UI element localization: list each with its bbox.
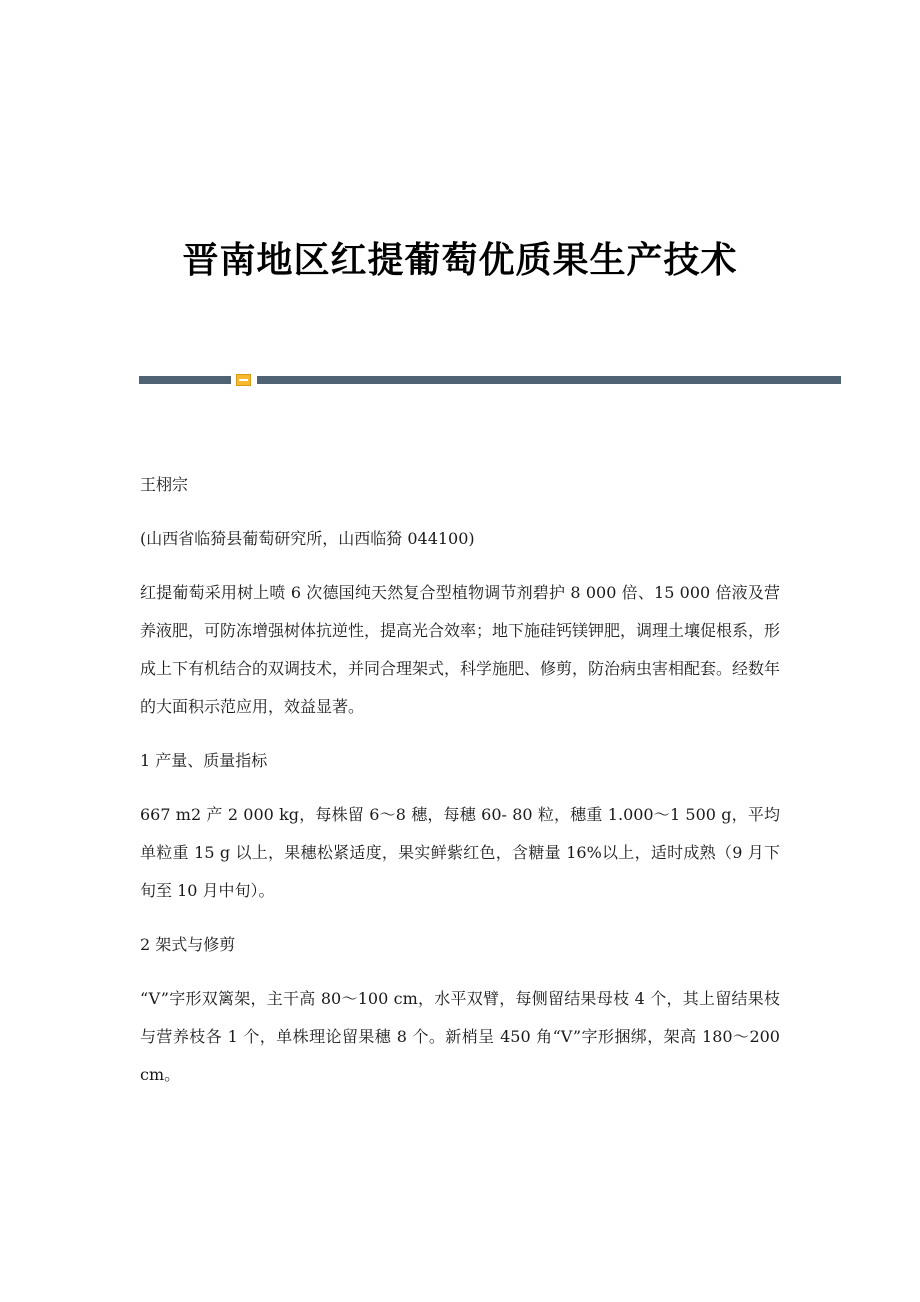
author-line: 王栩宗 — [140, 475, 189, 494]
affiliation-line: (山西省临猗县葡萄研究所，山西临猗 044100) — [140, 529, 475, 548]
abstract-paragraph: 红提葡萄采用树上喷 6 次德国纯天然复合型植物调节剂碧护 8 000 倍、15 000 倍液及营养液肥，可防冻增强树体抗逆性，提高光合效率；地下施硅钙镁钾肥，调理土壤促根系，形成上下有机结合的双调技术，并同合理架式，科学施肥、修剪，防治病虫害相配套。经数年的大面积示范应用，效益显著。 — [140, 583, 781, 716]
divider-bar-right — [257, 376, 841, 384]
divider-badge-icon — [236, 374, 251, 386]
title-divider — [139, 374, 841, 386]
section-heading-2: 2 架式与修剪 — [140, 935, 236, 954]
section-paragraph-2: “V”字形双篱架，主干高 80～100 cm，水平双臂，每侧留结果母枝 4 个，其上留结果枝与营养枝各 1 个，单株理论留果穗 8 个。新梢呈 450 角“V”字形捆绑，架高 180～200 cm。 — [140, 989, 780, 1084]
divider-bar-left — [139, 376, 231, 384]
document-body — [140, 466, 780, 1110]
section-paragraph-1: 667 m2 产 2 000 kg，每株留 6～8 穗，每穗 60- 80 粒，穗重 1.000～1 500 g，平均单粒重 15 g 以上，果穗松紧适度，果实鲜紫红色，含糖量 16%以上，适时成熟（9 月下旬至 10 月中旬）。 — [140, 805, 780, 900]
document-title: 晋南地区红提葡萄优质果生产技术 — [182, 239, 738, 282]
section-heading-1: 1 产量、质量指标 — [140, 751, 268, 770]
